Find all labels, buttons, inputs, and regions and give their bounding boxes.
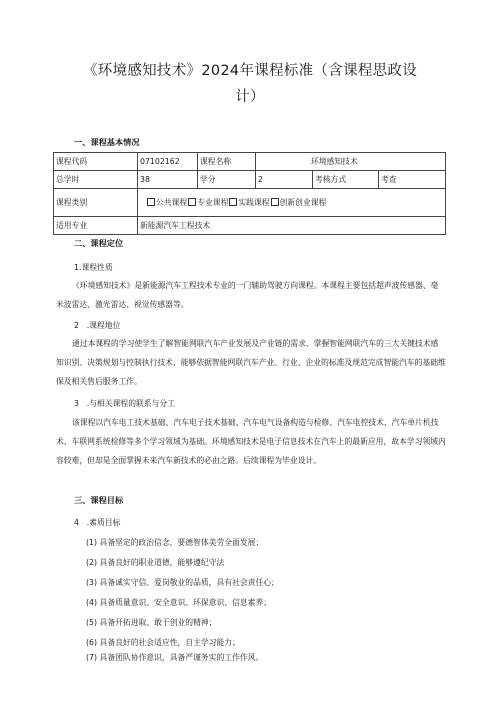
table-row xyxy=(54,153,446,171)
checkbox-innovation[interactable] xyxy=(271,198,279,206)
course-category-label: 课程类别 xyxy=(54,189,138,217)
checkbox-public[interactable] xyxy=(147,198,155,206)
title-line-1: 《环境感知技术》2024年课程标准（含课程思政设 xyxy=(82,63,418,79)
applicable-major-value: 新能源汽车工程技术 xyxy=(138,217,446,235)
course-category-options: 公共课程 专业课程 实践课程 创新创业课程 xyxy=(138,189,446,217)
credit-label: 学分 xyxy=(198,171,256,189)
course-status-text: 通过本课程的学习使学生了解智能网联汽车产业发展及产业链的需求、掌握智能网联汽车的三大关键技术感知识别、决策规划与控制执行技术，能够依据智能网联汽车产业、行业、企业的标准及规范完成智能汽车的基础维保及相关售后服务工作。 xyxy=(56,339,446,386)
list-item: (5) 具备开拓进取、敢于创业的精神； xyxy=(86,618,217,627)
list-item: (6) 具备良好的社会适应性，自主学习能力； xyxy=(86,638,240,647)
course-name-value: 环境感知技术 xyxy=(256,153,446,171)
related-courses-text: 该课程以汽车电工技术基础、汽车电子技术基础、汽车电气设备构造与检修、汽车电控技术、汽车单片机技术、车联网系统检修等多个学习领域为基础。环境感知技术是电子信息技术在汽车上的最新应用，故本学习领域内容较难，但却是全面掌握未来汽车新技术的必由之路。后续课程为毕业设计。 xyxy=(56,418,446,465)
title-line-2: 计） xyxy=(235,89,265,105)
list-item: (3) 具备诚实守信、爱岗敬业的品质，具有社会责任心； xyxy=(86,578,279,587)
list-item: (7) 具备团队协作意识，具备严谨务实的工作作风。 xyxy=(86,653,264,662)
table-row xyxy=(54,171,446,189)
section-2-heading: 二、课程定位 xyxy=(74,238,124,248)
exam-method-value: 考查 xyxy=(379,171,446,189)
checkbox-major[interactable] xyxy=(188,198,196,206)
document-title xyxy=(60,58,440,110)
course-info-table xyxy=(53,152,446,235)
section-3-heading: 三、课程目标 xyxy=(74,495,124,505)
list-item: (2) 具备良好的职业道德，能够遵纪守法 xyxy=(86,558,225,567)
course-status-title: 2 .课程地位 xyxy=(74,321,121,330)
quality-goals-title: 4 .素质目标 xyxy=(74,518,121,527)
course-code-value: 07102162 xyxy=(138,153,198,171)
course-code-label: 课程代码 xyxy=(54,153,138,171)
credit-value: 2 xyxy=(256,171,313,189)
total-hours-value: 38 xyxy=(138,171,198,189)
course-nature-title: 1.课程性质 xyxy=(74,263,113,272)
list-item: (4) 具备质量意识、安全意识、环保意识、信息素养； xyxy=(86,598,272,607)
exam-method-label: 考核方式 xyxy=(313,171,379,189)
course-name-label: 课程名称 xyxy=(198,153,256,171)
table-row xyxy=(54,217,446,235)
checkbox-practice[interactable] xyxy=(229,198,237,206)
list-item: (1) 具备坚定的政治信念，要德智体美劳全面发展； xyxy=(86,538,264,547)
section-1-heading: 一、课程基本情况 xyxy=(74,137,140,147)
total-hours-label: 总学时 xyxy=(54,171,138,189)
related-courses-title: 3 .与相关课程的联系与分工 xyxy=(74,399,176,408)
table-row xyxy=(54,189,446,217)
course-nature-text: 《环境感知技术》是新能源汽车工程技术专业的一门辅助驾驶方向课程。本课程主要包括超声波传感器、毫米波雷达、激光雷达、视觉传感器等。 xyxy=(56,281,439,309)
applicable-major-label: 适用专业 xyxy=(54,217,138,235)
